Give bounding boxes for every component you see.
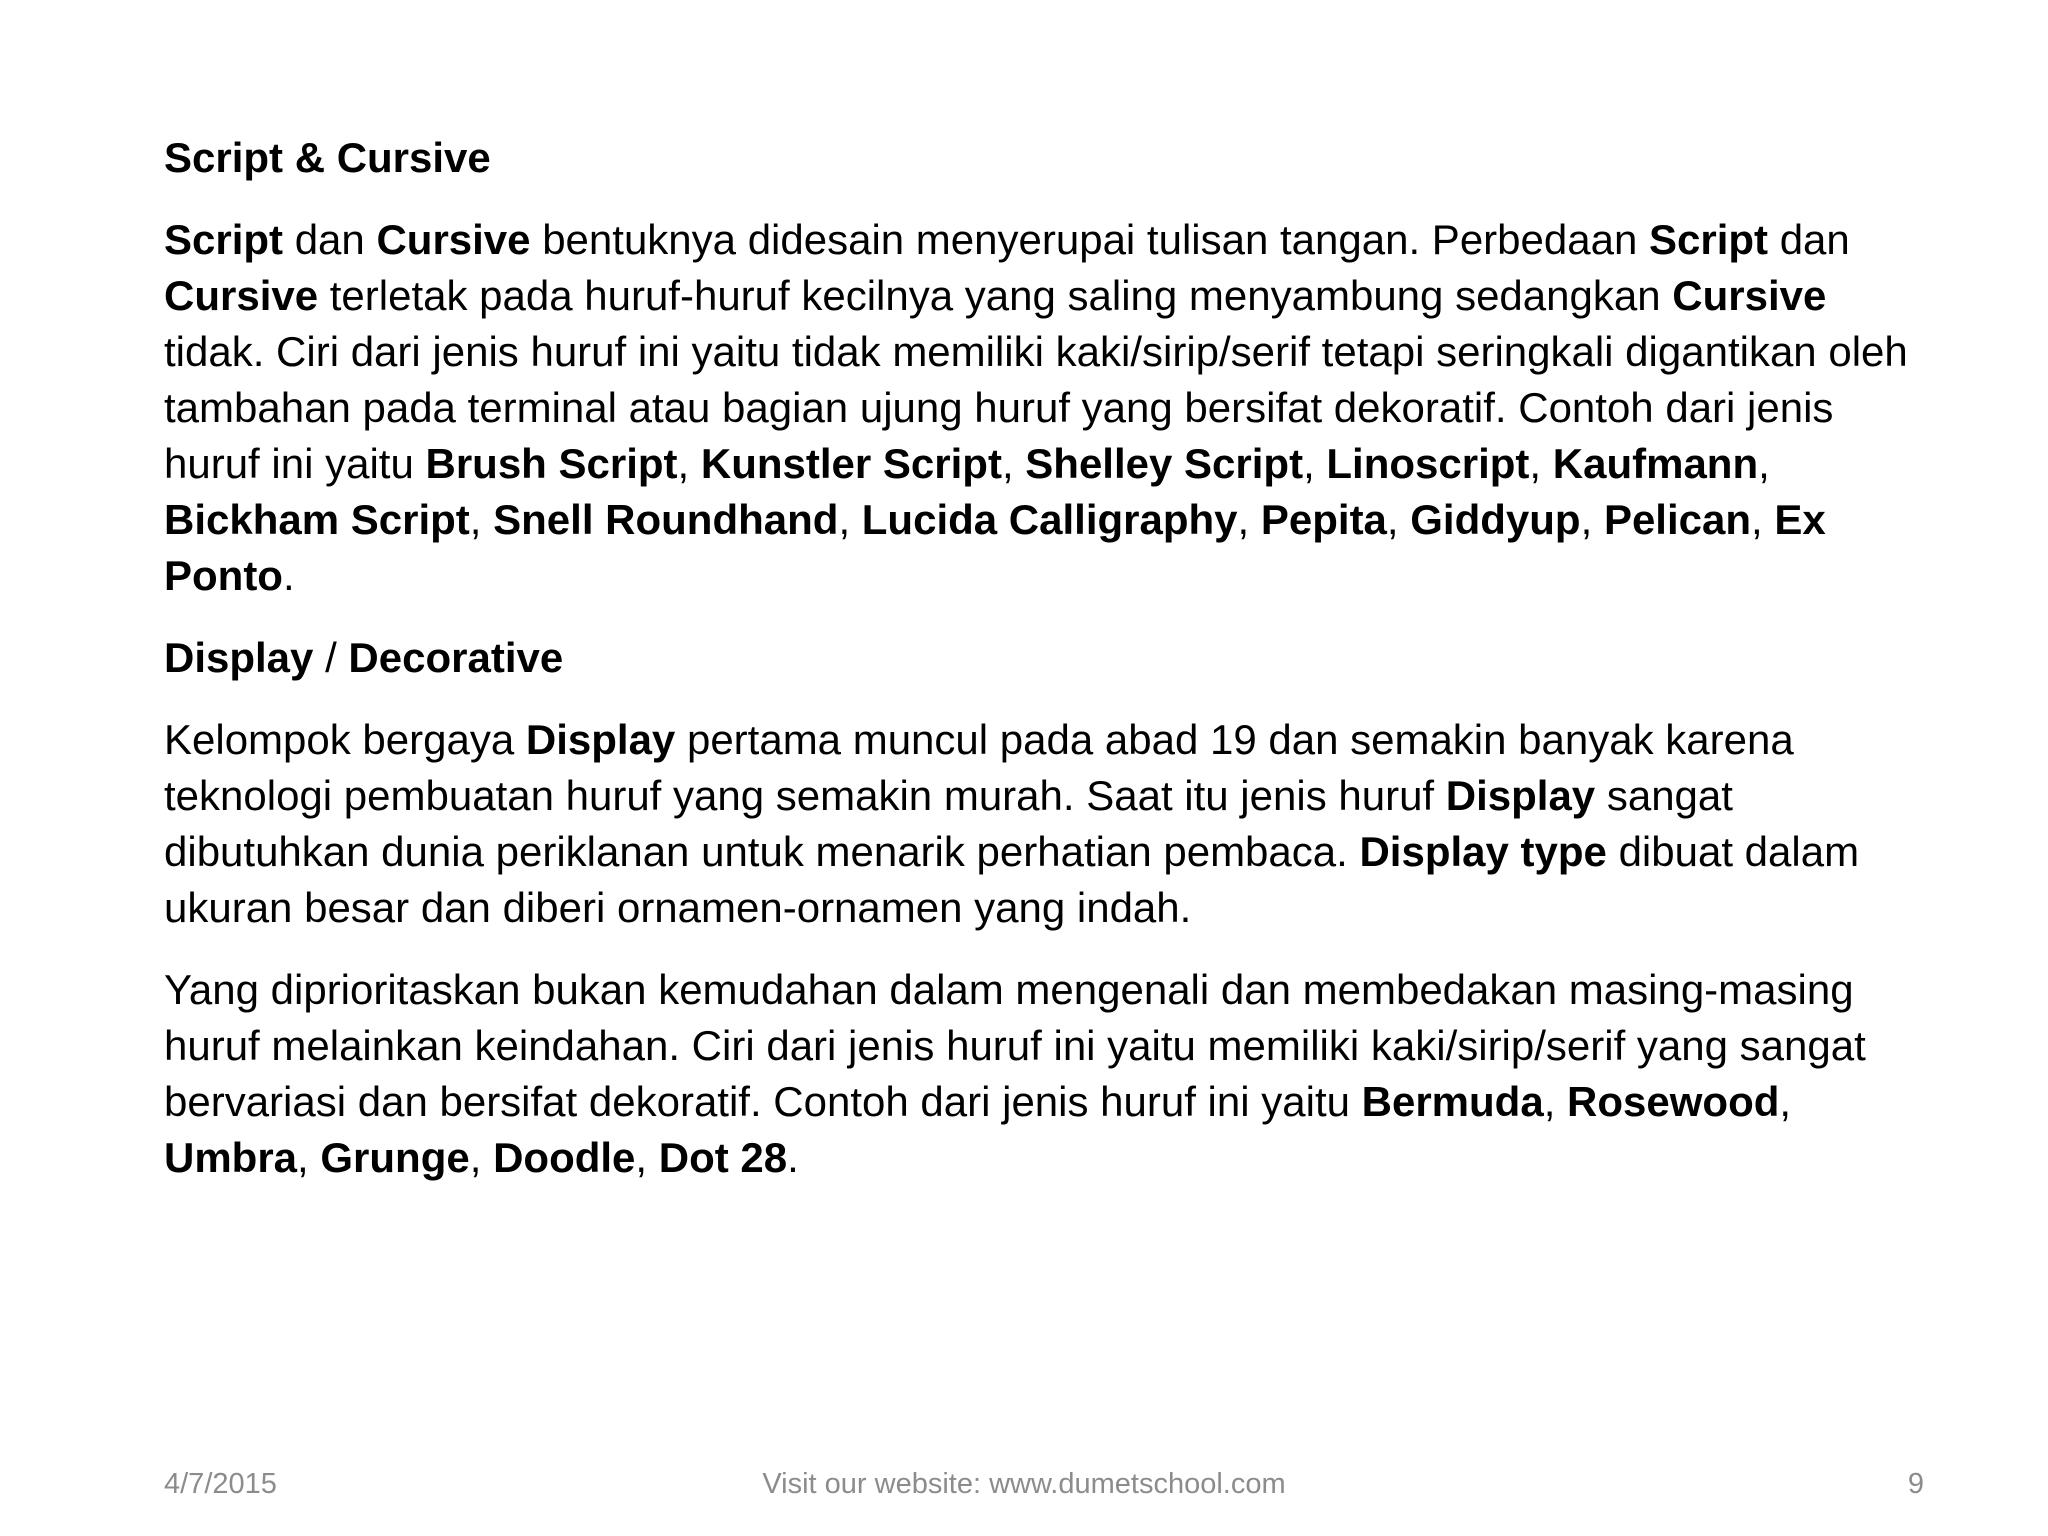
- bold-text-run: Bermuda: [1361, 1078, 1544, 1125]
- bold-text-run: Display: [164, 634, 314, 681]
- slide-content: [164, 130, 1924, 1212]
- bold-text-run: Display type: [1359, 828, 1607, 875]
- text-run: ,: [677, 440, 701, 487]
- text-run: ,: [1386, 496, 1411, 543]
- text-run: ,: [1543, 1078, 1568, 1125]
- bold-text-run: Decorative: [348, 634, 564, 681]
- bold-text-run: Display: [1445, 772, 1596, 819]
- text-run: dan: [283, 216, 377, 263]
- text-run: ,: [1758, 440, 1770, 487]
- text-run: ,: [838, 496, 862, 543]
- text-run: ,: [1529, 440, 1553, 487]
- bold-text-run: Kunstler Script: [700, 440, 1002, 487]
- bold-text-run: Pepita: [1260, 496, 1387, 543]
- text-run: bentuknya didesain menyerupai tulisan tangan. Perbedaan: [530, 216, 1649, 263]
- text-run: ,: [469, 1134, 494, 1181]
- footer-page-number: 9: [1907, 1468, 1924, 1500]
- bold-text-run: Script: [1649, 216, 1769, 263]
- bold-text-run: Doodle: [493, 1134, 636, 1181]
- bold-text-run: Rosewood: [1567, 1078, 1780, 1125]
- heading-display-decorative: [164, 630, 1924, 686]
- bold-text-run: Cursive: [1672, 272, 1827, 319]
- bold-text-run: Kaufmann: [1552, 440, 1759, 487]
- bold-text-run: Umbra: [164, 1134, 298, 1181]
- text-run: .: [282, 552, 295, 599]
- footer-website: Visit our website: www.dumetschool.com: [762, 1468, 1286, 1500]
- bold-text-run: Script & Cursive: [164, 134, 491, 181]
- bold-text-run: Lucida Calligraphy: [861, 496, 1238, 543]
- bold-text-run: Brush Script: [425, 440, 678, 487]
- text-run: ,: [1237, 496, 1261, 543]
- text-run: dibuat dalam ukuran besar dan diberi ornamen-ornamen yang indah.: [164, 828, 1860, 931]
- text-run: ,: [1580, 496, 1604, 543]
- bold-text-run: Pelican: [1603, 496, 1752, 543]
- bold-text-run: Grunge: [320, 1134, 470, 1181]
- bold-text-run: Dot 28: [658, 1134, 788, 1181]
- paragraph-display-history: [164, 712, 1924, 936]
- bold-text-run: Cursive: [376, 216, 531, 263]
- bold-text-run: Snell Roundhand: [493, 496, 839, 543]
- text-run: sangat dibutuhkan dunia periklanan untuk menarik perhatian pembaca.: [164, 772, 1733, 875]
- footer-date: 4/7/2015: [164, 1468, 277, 1500]
- bold-text-run: Ex Ponto: [164, 496, 1826, 599]
- text-run: ,: [1751, 496, 1775, 543]
- text-run: Kelompok bergaya: [164, 716, 526, 763]
- text-run: pertama muncul pada abad 19 dan semakin banyak karena teknologi pembuatan huruf yang semakin murah. Saat itu jenis huruf: [164, 716, 1794, 819]
- paragraph-script-cursive: [164, 212, 1924, 604]
- bold-text-run: Shelley Script: [1025, 440, 1304, 487]
- text-run: dan: [1768, 216, 1850, 263]
- text-run: /: [313, 634, 349, 681]
- text-run: ,: [1001, 440, 1026, 487]
- text-run: ,: [1779, 1078, 1792, 1125]
- text-run: ,: [635, 1134, 659, 1181]
- bold-text-run: Script: [164, 216, 284, 263]
- bold-text-run: Linoscript: [1326, 440, 1530, 487]
- bold-text-run: Display: [525, 716, 676, 763]
- text-run: Yang diprioritaskan bukan kemudahan dalam mengenali dan membedakan masing-masing huruf melainkan keindahan. Ciri dari jenis huruf ini yaitu memiliki kaki/sirip/serif yang sangat bervariasi dan bersifat dekoratif. Contoh dari jenis huruf ini yaitu: [164, 966, 1866, 1125]
- bold-text-run: Giddyup: [1410, 496, 1581, 543]
- heading-script-cursive: [164, 130, 1924, 186]
- text-run: ,: [1303, 440, 1327, 487]
- paragraph-display-examples: [164, 962, 1924, 1186]
- text-run: terletak pada huruf-huruf kecilnya yang saling menyambung sedangkan: [318, 272, 1673, 319]
- text-run: ,: [469, 496, 494, 543]
- text-run: tidak. Ciri dari jenis huruf ini yaitu tidak memiliki kaki/sirip/serif tetapi seringkali digantikan oleh tambahan pada terminal atau bagian ujung huruf yang bersifat dekoratif. Contoh dari jenis huruf ini yaitu: [164, 328, 1908, 487]
- text-run: ,: [297, 1134, 321, 1181]
- bold-text-run: Cursive: [164, 272, 319, 319]
- bold-text-run: Bickham Script: [164, 496, 470, 543]
- text-run: .: [787, 1134, 799, 1181]
